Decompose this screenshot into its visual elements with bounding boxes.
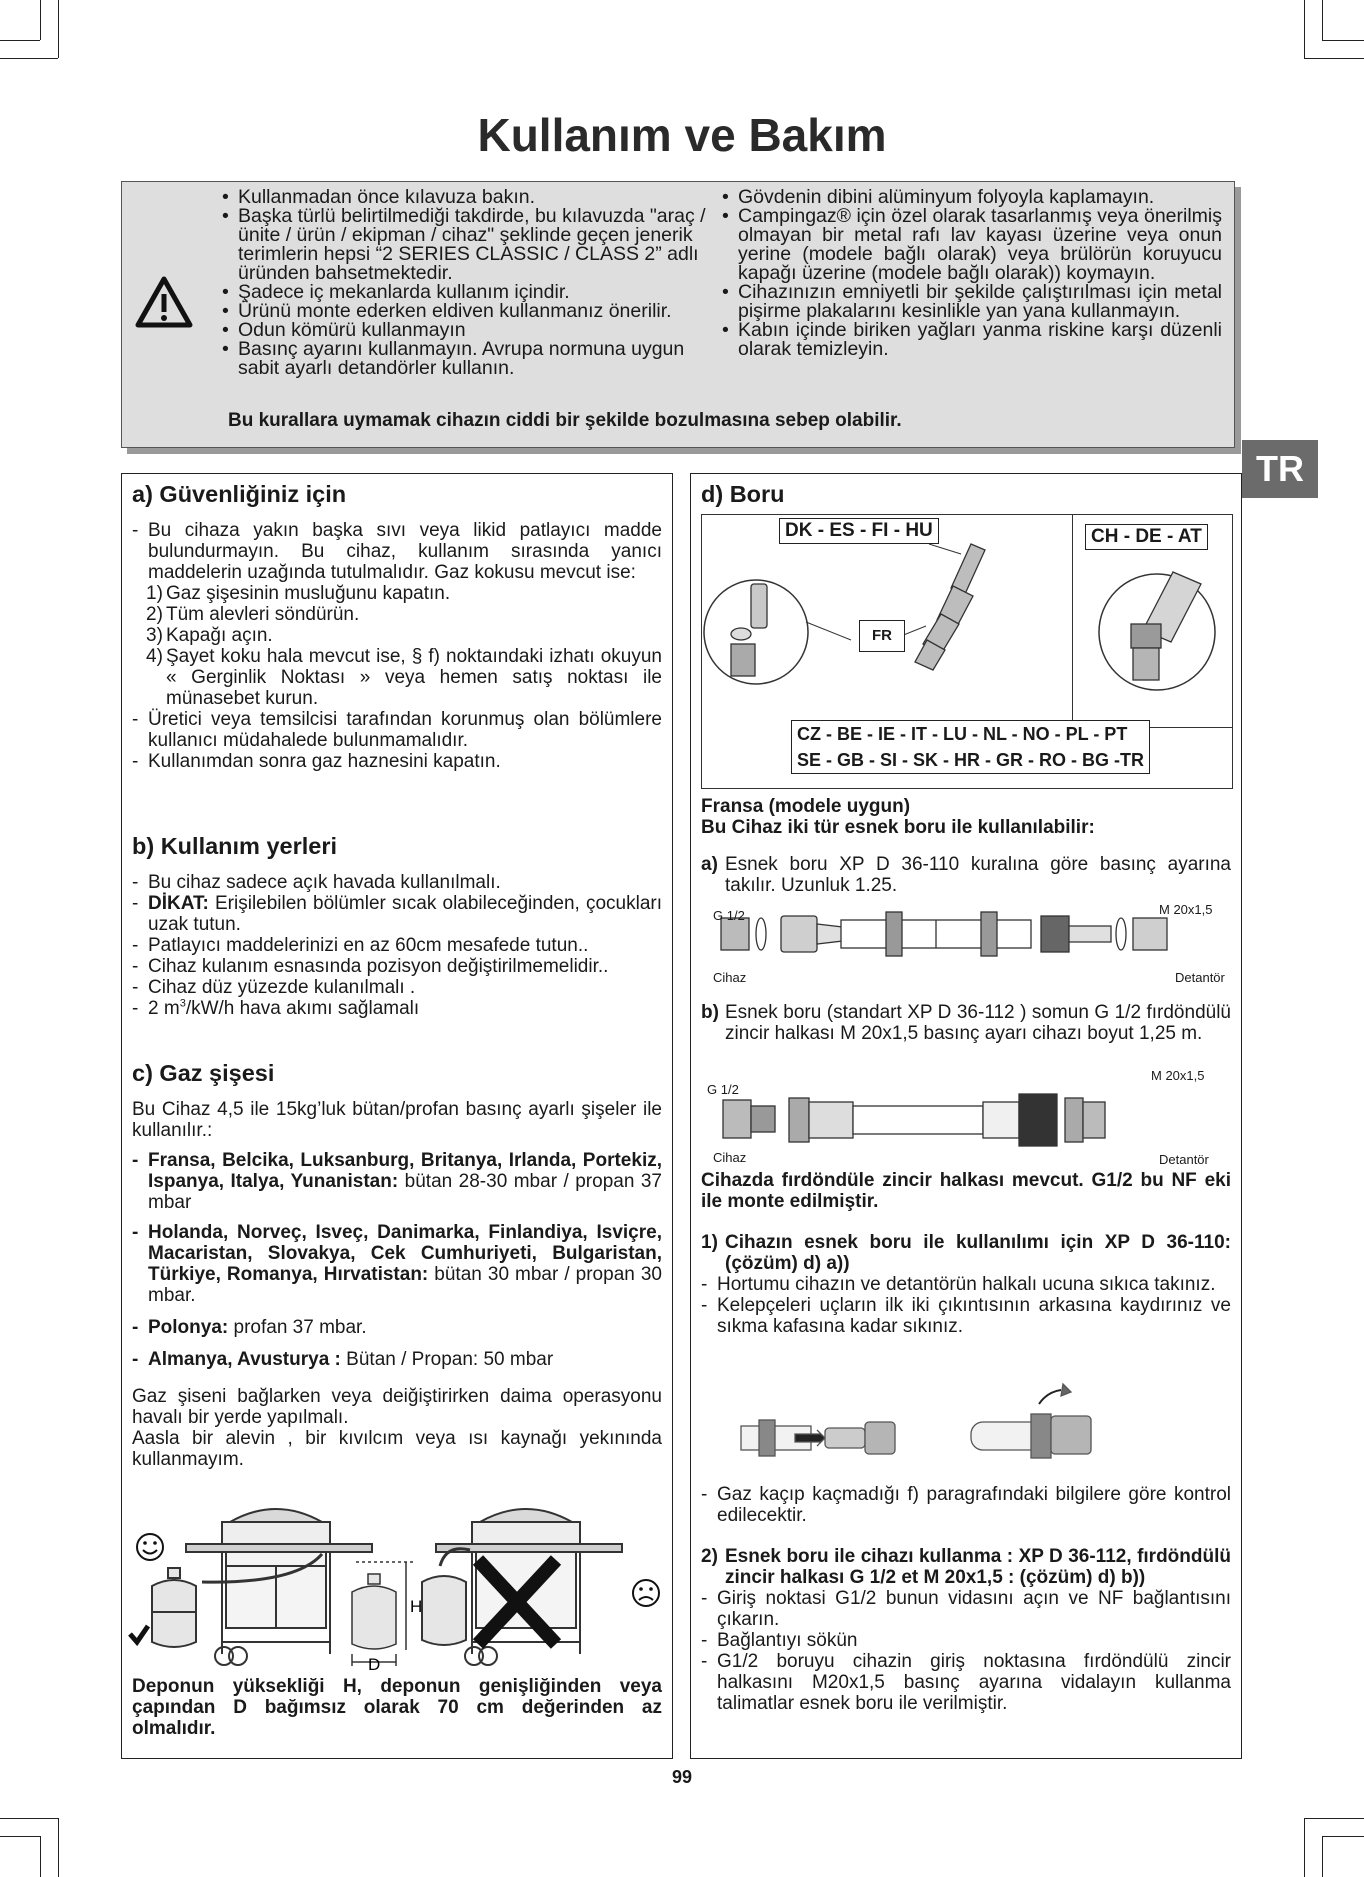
- hose-option-a: [701, 854, 1231, 896]
- crop-mark: [0, 40, 40, 41]
- warning-footer: Bu kurallara uymamak cihazın ciddi bir şekilde bozulmasına sebep olabilir.: [228, 410, 902, 431]
- warning-item: • Cihazınızın emniyetli bir şekilde çalıştırılması için metal pişirme plakalarını kesinlikle yan yana kullanmayın.: [720, 283, 1222, 321]
- step-1-title: [701, 1232, 1231, 1274]
- list-item: [132, 998, 662, 1019]
- warning-label: DİKAT:: [148, 893, 209, 914]
- numbered-step: [132, 604, 662, 625]
- list-item: - G1/2 boruyu cihazin giriş noktasına fırdöndülü zincir halkasını M20x1,5 basınç ayarına vidalayın kullanma talimatlar esnek boru ile verilmiştir.: [701, 1651, 1231, 1714]
- step-number: 1): [701, 1232, 718, 1253]
- list-item: - Cihaz düz yüzezde kulanılmalı .: [132, 977, 662, 998]
- bbq-bottle-figure: [126, 1494, 666, 1674]
- crop-mark: [58, 0, 59, 58]
- country-tag-line: SE - GB - SI - SK - HR - GR - RO - BG -TR: [797, 750, 1144, 770]
- country-tag-dk-es-fi-hu: DK - ES - FI - HU: [779, 518, 939, 544]
- option-label: b): [701, 1002, 719, 1023]
- smiley-sad-icon: [633, 1580, 659, 1606]
- warning-item: • Kullanmadan önce kılavuza bakın.: [220, 188, 708, 207]
- section-a-heading: a) Güvenliğiniz için: [132, 481, 347, 507]
- list-item: [132, 1349, 662, 1370]
- option-text: Esnek boru XP D 36-110 kuralına göre basınç ayarına takılır. Uzunluk 1.25.: [725, 854, 1231, 896]
- country-list: Fransa, Belcika, Luksanburg, Britanya, Irlanda, Portekiz, Ispanya, Italya, Yunanistan:: [148, 1150, 662, 1192]
- warning-item: • Basınç ayarını kullanmayın. Avrupa normuna uygun sabit ayarlı detandörler kullanın.: [220, 340, 708, 378]
- country-list: Holanda, Norveç, Isveç, Danimarka, Finlandiya, Isviçre, Macaristan, Slovakya, Cek Cumhuriyeti, Bulgaristan, Türkiye, Romanya, Hırvatistan:: [148, 1222, 662, 1285]
- country-list: Polonya:: [148, 1317, 229, 1338]
- dimension-h-label: H: [410, 1597, 423, 1616]
- section-b: [132, 832, 662, 1019]
- step-text: Kapağı açın.: [166, 625, 273, 646]
- country-list: Almanya, Avusturya :: [148, 1349, 341, 1370]
- crop-mark: [0, 58, 58, 59]
- country-tag-fr: FR: [859, 620, 905, 652]
- step-number: 1): [146, 583, 163, 604]
- pressure-values: bütan 28-30 mbar / propan 37 mbar: [148, 1171, 662, 1213]
- step-title: Esnek boru ile cihazı kullanma : XP D 36-112, fırdöndülü zincir halkası G 1/2 et M 20x1,5 : (çözüm) d) b)): [725, 1546, 1231, 1588]
- list-item: - Kelepçeleri uçların ilk iki çıkıntısının arkasına kaydırınız ve sıkma kafasına kadar sıkınız.: [701, 1295, 1231, 1337]
- superscript: 3: [179, 997, 186, 1010]
- step-number: 2): [701, 1546, 718, 1567]
- section-c: [132, 1059, 662, 1470]
- label-m20: M 20x1,5: [1151, 1068, 1205, 1083]
- language-tab: TR: [1242, 440, 1318, 498]
- list-item-text: Erişilebilen bölümler sıcak olabileceğinden, çocukları uzak tutun.: [148, 893, 662, 935]
- list-item-text: /kW/h hava akımı sağlamalı: [185, 998, 420, 1019]
- crop-mark: [1322, 1836, 1364, 1837]
- warning-item: • Gövdenin dibini alüminyum folyoyla kaplamayın.: [720, 188, 1222, 207]
- crop-mark: [1322, 0, 1323, 40]
- list-item: - Patlayıcı maddelerinizi en az 60cm mesafede tutun..: [132, 935, 662, 956]
- crop-mark: [1304, 58, 1364, 59]
- section-c-intro: Bu Cihaz 4,5 ile 15kg’luk bütan/profan basınç ayarlı şişeler ile kullanılır.:: [132, 1099, 662, 1141]
- right-panel: [690, 473, 1242, 1759]
- step-text: Gaz şişesinin musluğunu kapatın.: [166, 583, 451, 604]
- barbed-connector: [915, 544, 985, 670]
- list-item: [132, 1150, 662, 1213]
- label-g12: G 1/2: [707, 1082, 739, 1097]
- country-tag-line: CZ - BE - IE - IT - LU - NL - NO - PL - PT: [797, 724, 1128, 744]
- section-d: [701, 480, 1231, 508]
- step-number: 2): [146, 604, 163, 625]
- clamp-illustration: [701, 1382, 1231, 1482]
- pressure-values: Bütan / Propan: 50 mbar: [340, 1349, 554, 1370]
- crop-mark: [1322, 1836, 1323, 1877]
- section-d-steps: [701, 1484, 1231, 1714]
- gas-bottle: [152, 1568, 196, 1647]
- pressure-values: bütan 30 mbar / propan 30 mbar.: [148, 1264, 662, 1306]
- dimension-d-label: D: [368, 1655, 381, 1674]
- crop-mark: [40, 1836, 41, 1877]
- page-number: 99: [671, 1767, 693, 1787]
- warning-right-column: [720, 188, 1222, 359]
- list-item: - Cihaz kulanım esnasında pozisyon değiştirilmemelidir..: [132, 956, 662, 977]
- step-text: Şayet koku hala mevcut ise, § f) noktaındaki izhatı okuyun « Gerginlik Noktası » veya hemen satış noktası ile münasebet kurun.: [166, 646, 662, 709]
- list-item: - Gaz kaçıp kaçmadığı f) paragrafındaki bilgilere göre kontrol edilecektir.: [701, 1484, 1231, 1526]
- left-panel: [121, 473, 673, 1759]
- label-cihaz: Cihaz: [713, 1150, 747, 1165]
- hose-option-b: [701, 1002, 1231, 1044]
- list-item-text: 2 m: [148, 998, 180, 1019]
- warning-item: • Ürünü monte ederken eldiven kullanmanız önerilir.: [220, 302, 708, 321]
- nf-note: Cihazda fırdöndüle zincir halkası mevcut. G1/2 bu NF eki ile monte edilmiştir.: [701, 1170, 1231, 1212]
- note-text: Gaz şiseni bağlarken veya deiğiştirirken daima operasyonu havalı bir yerde yapılmalı.: [132, 1386, 662, 1428]
- list-item: - Hortumu cihazın ve detantörün halkalı ucuna sıkıca takınız.: [701, 1274, 1231, 1295]
- warning-item: • Campingaz® için özel olarak tasarlanmış veya önerilmiş olmayan bir metal rafı lav kayası üzerine veya onun yerine (modele bağlı olarak) veya brülörün koruyucu kapağı üzerine (modele bağlı olarak)) koymayın.: [720, 207, 1222, 283]
- crop-mark: [0, 1836, 40, 1837]
- warning-box: [121, 181, 1235, 448]
- warning-item: • Odun kömürü kullanmayın: [220, 321, 708, 340]
- label-m20: M 20x1,5: [1159, 902, 1213, 917]
- step-text: Tüm alevleri söndürün.: [166, 604, 360, 625]
- option-text: Esnek boru (standart XP D 36-112 ) somun G 1/2 fırdöndülü zincir halkası M 20x1,5 basınç ayarı cihazı boyut 1,25 m.: [725, 1002, 1231, 1044]
- label-detantor: Detantör: [1175, 970, 1225, 985]
- step-title: Cihazın esnek boru ile kullanılımı için XP D 36-110: (çözüm) d) a)): [725, 1232, 1231, 1274]
- france-heading: Fransa (modele uygun): [701, 796, 911, 817]
- pressure-values: profan 37 mbar.: [228, 1317, 367, 1338]
- section-c-footer: Deponun yüksekliği H, deponun genişliğinden veya çapından D bağımsız olarak 70 cm değerinden az olmalıdır.: [132, 1676, 662, 1739]
- option-label: a): [701, 854, 718, 875]
- bottle-dimension-diagram: [352, 1562, 416, 1666]
- crop-mark: [1304, 0, 1305, 58]
- list-item: - Bu cihaza yakın başka sıvı veya likid patlayıcı madde bulundurmayın. Bu cihaz, kullanım sırasında yanıcı maddelerin uzağında tutulmalıdır. Gaz kokusu mevcut ise:: [132, 520, 662, 583]
- country-tag-list: [791, 720, 1150, 774]
- hose-option-b-block: [701, 1002, 1231, 1044]
- crop-mark: [1322, 40, 1364, 41]
- section-d-instructions: [701, 1170, 1231, 1337]
- france-block: [701, 796, 1231, 896]
- list-item: - Giriş noktasi G1/2 bunun vidasını açın ve NF bağlantısını çıkarın.: [701, 1588, 1231, 1630]
- numbered-step: [132, 625, 662, 646]
- warning-triangle-icon: [134, 274, 194, 330]
- list-item: [132, 1222, 662, 1306]
- warning-left-column: [220, 188, 708, 378]
- bbq-correct: [186, 1509, 372, 1665]
- step-number: 4): [146, 646, 163, 667]
- crop-mark: [58, 1818, 59, 1877]
- page-title: Kullanım ve Bakım: [477, 109, 887, 161]
- list-item: - Bağlantıyı sökün: [701, 1630, 1231, 1651]
- warning-item: • Şadece iç mekanlarda kullanım içindir.: [220, 283, 708, 302]
- list-item: - Üretici veya temsilcisi tarafından korunmuş olan bölümlere kullanıcı müdahalede bulunmamalıdır.: [132, 709, 662, 751]
- section-b-heading: b) Kullanım yerleri: [132, 833, 338, 859]
- france-subheading: Bu Cihaz iki tür esnek boru ile kullanılabilir:: [701, 817, 1095, 838]
- label-g12: G 1/2: [713, 908, 745, 923]
- crop-mark: [1304, 1818, 1364, 1819]
- crop-mark: [1304, 1818, 1305, 1877]
- hose-figure-b: [701, 1084, 1231, 1156]
- crop-mark: [0, 1818, 58, 1819]
- smiley-happy-icon: [137, 1534, 163, 1560]
- hose-figure-a: [701, 898, 1231, 968]
- crop-mark: [40, 0, 41, 40]
- list-item: - Bu cihaz sadece açık havada kullanılmalı.: [132, 872, 662, 893]
- numbered-step: [132, 646, 662, 709]
- warning-item: • Başka türlü belirtilmediği takdirde, bu kılavuzda "araç / ünite / ürün / ekipman / cihaz" şeklinde geçen jenerik terimlerin hepsi “2 SERIES CLASSIC / CLASS 2” adlı üründen bahsetmektedir.: [220, 207, 708, 283]
- step-number: 3): [146, 625, 163, 646]
- list-item: - Kullanımdan sonra gaz haznesini kapatın.: [132, 751, 662, 772]
- section-a: [132, 480, 662, 772]
- step-2-title: [701, 1546, 1231, 1588]
- section-d-heading: d) Boru: [701, 481, 785, 507]
- country-tag-ch-de-at: CH - DE - AT: [1085, 524, 1208, 550]
- label-detantor: Detantör: [1159, 1152, 1209, 1167]
- note-text: Aasla bir alevin , bir kıvılcım veya ısı kaynağı yekınında kullanmayım.: [132, 1428, 662, 1470]
- numbered-step: [132, 583, 662, 604]
- warning-item: • Kabın içinde biriken yağları yanma riskine karşı düzenli olarak temizleyin.: [720, 321, 1222, 359]
- list-item: [132, 1317, 662, 1338]
- list-item: [132, 893, 662, 935]
- checkmark-icon: [130, 1626, 148, 1642]
- label-cihaz: Cihaz: [713, 970, 747, 985]
- section-c-heading: c) Gaz şişesi: [132, 1060, 275, 1086]
